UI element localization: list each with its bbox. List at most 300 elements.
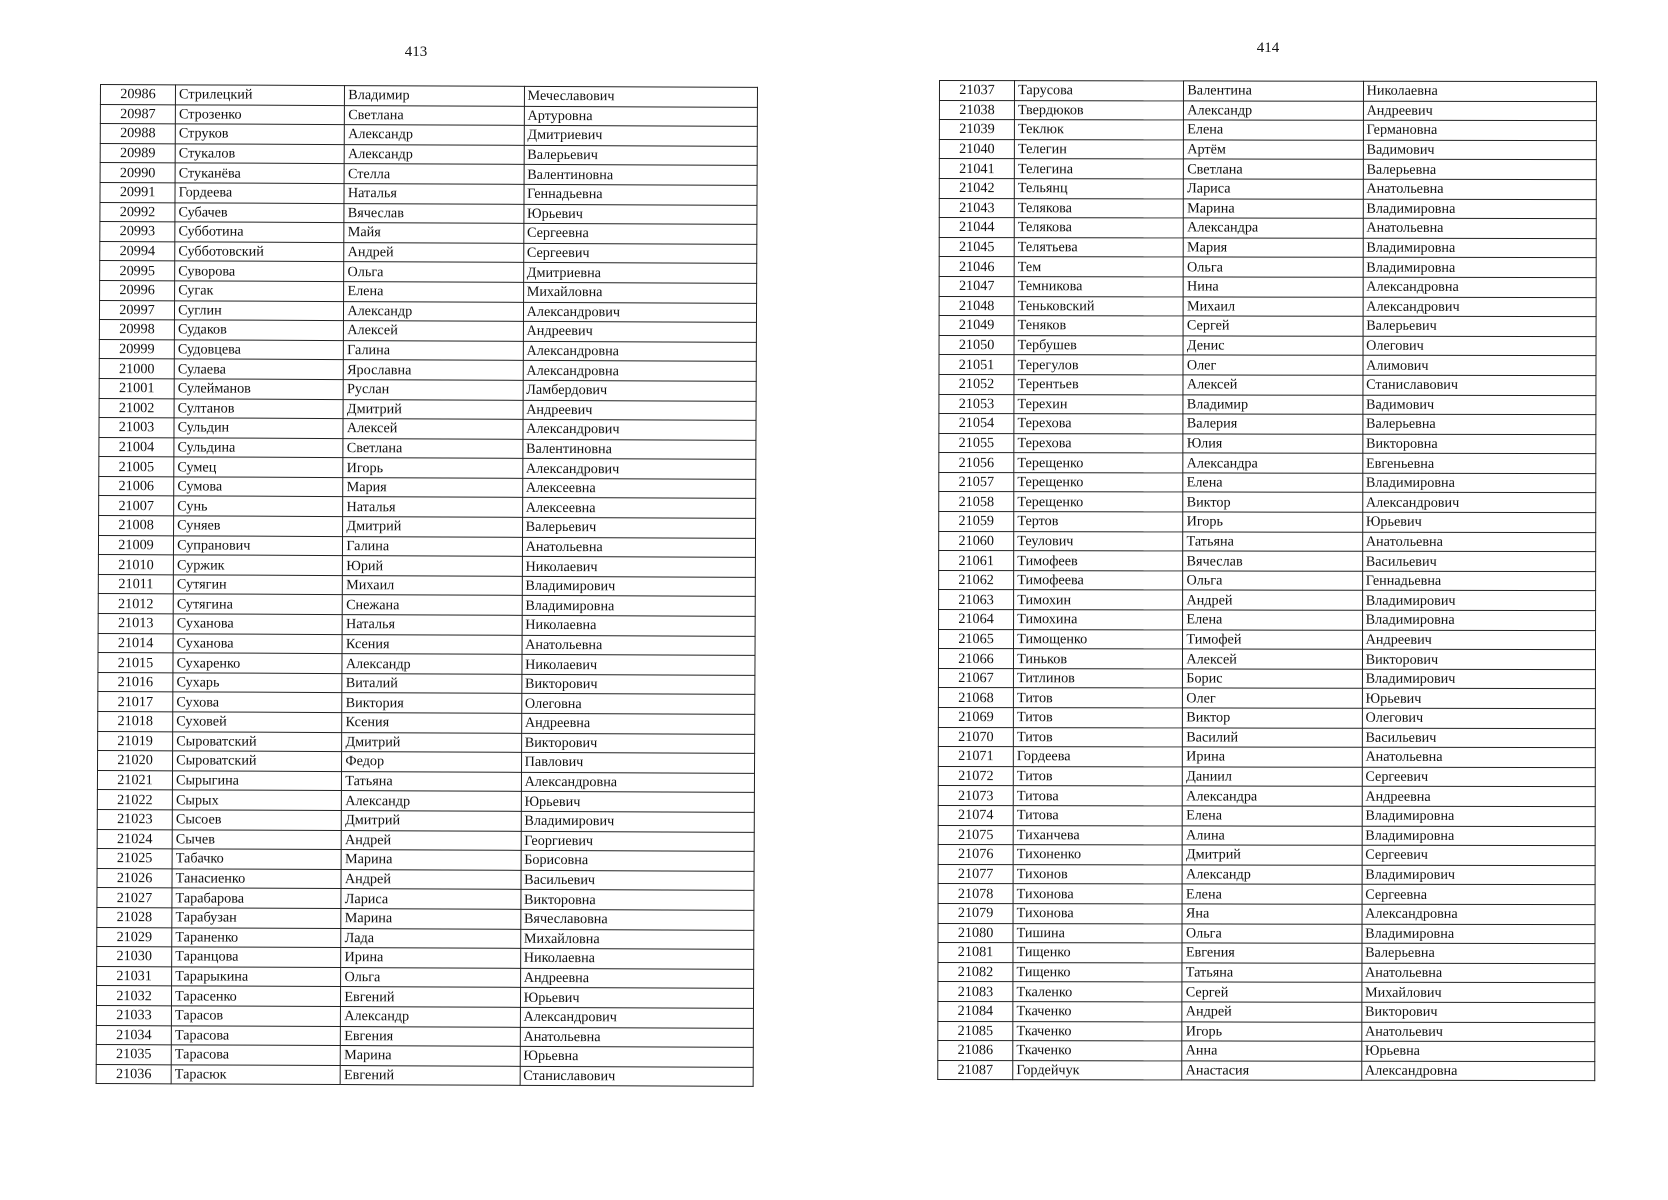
first-name-cell: Тимофей: [1183, 630, 1362, 650]
patronymic-cell: Борисовна: [521, 850, 754, 871]
surname-cell: Тарабарова: [172, 888, 341, 908]
patronymic-cell: Михайлович: [1362, 983, 1595, 1003]
patronymic-cell: Викторович: [521, 674, 754, 695]
record-number: 21021: [97, 770, 172, 790]
surname-cell: Суняев: [174, 516, 343, 536]
surname-cell: Сулейманов: [174, 379, 343, 399]
patronymic-cell: Юрьевич: [1362, 512, 1595, 532]
record-number: 20988: [100, 124, 175, 144]
table-row: [938, 1041, 1595, 1062]
surname-cell: Тарасюк: [171, 1065, 340, 1085]
table-row: [98, 751, 755, 773]
first-name-cell: Андрей: [341, 869, 520, 889]
surname-cell: Тихонов: [1013, 864, 1182, 884]
first-name-cell: Денис: [1183, 336, 1362, 356]
surname-cell: Тербушев: [1014, 335, 1183, 355]
surname-cell: Тельянц: [1014, 179, 1183, 199]
first-name-cell: Руслан: [343, 379, 522, 399]
table-row: [96, 1025, 753, 1047]
table-row: [96, 1064, 753, 1086]
surname-cell: Тарусова: [1015, 81, 1184, 101]
record-number: 20989: [100, 143, 175, 163]
roster-table: [96, 84, 758, 1087]
first-name-cell: Александр: [344, 301, 523, 321]
first-name-cell: Федор: [342, 752, 521, 772]
surname-cell: Стрилецкий: [176, 85, 345, 105]
record-number: 21009: [98, 535, 173, 555]
patronymic-cell: Ламбердович: [523, 380, 756, 401]
table-row: [939, 139, 1596, 160]
table-row: [98, 672, 755, 694]
patronymic-cell: Сергеевна: [523, 224, 756, 245]
table-row: [939, 590, 1596, 611]
record-number: 21017: [98, 692, 173, 712]
surname-cell: Стуканёва: [175, 163, 344, 183]
first-name-cell: Александр: [342, 654, 521, 674]
first-name-cell: Евгения: [341, 1026, 520, 1046]
record-number: 21031: [97, 966, 172, 986]
surname-cell: Терегулов: [1014, 355, 1183, 375]
patronymic-cell: Викторовна: [1362, 434, 1595, 454]
table-row: [939, 296, 1596, 317]
table-row: [939, 492, 1596, 513]
patronymic-cell: Владимирович: [1362, 865, 1595, 885]
surname-cell: Субботовский: [175, 242, 344, 262]
record-number: 21007: [99, 496, 174, 516]
patronymic-cell: Вадимович: [1363, 395, 1596, 415]
first-name-cell: Александр: [342, 791, 521, 811]
first-name-cell: Евгения: [1182, 943, 1361, 963]
record-number: 21048: [939, 296, 1014, 316]
table-row: [939, 355, 1596, 376]
surname-cell: Теулович: [1014, 531, 1183, 551]
surname-cell: Твердюков: [1015, 100, 1184, 120]
surname-cell: Ткаченко: [1013, 1021, 1182, 1041]
patronymic-cell: Анатольевна: [1362, 963, 1595, 983]
patronymic-cell: Викторович: [1361, 1002, 1594, 1022]
page-number: 414: [1256, 40, 1280, 56]
record-number: 21042: [939, 178, 1014, 198]
first-name-cell: Виктория: [342, 693, 521, 713]
surname-cell: Судаков: [174, 320, 343, 340]
record-number: 21004: [99, 437, 174, 457]
patronymic-cell: Олеговна: [521, 694, 754, 715]
surname-cell: Гордейчук: [1013, 1060, 1182, 1080]
surname-cell: Сыроватский: [173, 731, 342, 751]
patronymic-cell: Александровна: [1361, 1061, 1594, 1081]
surname-cell: Суворова: [175, 261, 344, 281]
record-number: 21073: [938, 786, 1013, 806]
patronymic-cell: Владимировна: [1363, 238, 1596, 258]
patronymic-cell: Александровна: [1362, 904, 1595, 924]
surname-cell: Сутягин: [173, 575, 342, 595]
patronymic-cell: Алексеевна: [522, 498, 755, 519]
record-number: 21020: [98, 751, 173, 771]
surname-cell: Сухаренко: [173, 653, 342, 673]
record-number: 21066: [938, 649, 1013, 669]
surname-cell: Сыроватский: [173, 751, 342, 771]
record-number: 21062: [939, 570, 1014, 590]
first-name-cell: Марина: [341, 1046, 520, 1066]
patronymic-cell: Николаевич: [522, 655, 755, 676]
surname-cell: Гордеева: [175, 183, 344, 203]
first-name-cell: Дмитрий: [343, 399, 522, 419]
record-number: 21032: [96, 986, 171, 1006]
patronymic-cell: Вячеславовна: [520, 909, 753, 930]
table-row: [939, 610, 1596, 631]
patronymic-cell: Андреевич: [1362, 630, 1595, 650]
record-number: 21044: [939, 218, 1014, 238]
first-name-cell: Юлия: [1183, 434, 1362, 454]
first-name-cell: Марина: [341, 850, 520, 870]
first-name-cell: Анна: [1182, 1041, 1361, 1061]
surname-cell: Титов: [1013, 766, 1182, 786]
surname-cell: Суханова: [173, 633, 342, 653]
table-row: [98, 633, 755, 655]
patronymic-cell: Павлович: [521, 753, 754, 774]
first-name-cell: Сергей: [1183, 316, 1362, 336]
patronymic-cell: Станиславович: [520, 1066, 753, 1087]
table-row: [98, 614, 755, 636]
table-row: [939, 316, 1596, 337]
table-row: [938, 1021, 1595, 1042]
surname-cell: Сумова: [174, 477, 343, 497]
table-row: [97, 849, 754, 871]
record-number: 21077: [938, 864, 1013, 884]
surname-cell: Тараненко: [172, 927, 341, 947]
record-number: 21083: [938, 982, 1013, 1002]
surname-cell: Суржик: [173, 555, 342, 575]
first-name-cell: Ксения: [342, 713, 521, 733]
first-name-cell: Евгений: [340, 1065, 519, 1085]
surname-cell: Тихоненко: [1013, 845, 1182, 865]
first-name-cell: Юрий: [343, 556, 522, 576]
surname-cell: Сысоев: [172, 810, 341, 830]
record-number: 21013: [98, 614, 173, 634]
patronymic-cell: Андреевич: [523, 321, 756, 342]
record-number: 21030: [97, 947, 172, 967]
record-number: 21086: [938, 1041, 1013, 1061]
first-name-cell: Андрей: [344, 242, 523, 262]
first-name-cell: Дмитрий: [342, 732, 521, 752]
first-name-cell: Артём: [1184, 140, 1363, 160]
record-number: 21006: [99, 476, 174, 496]
patronymic-cell: Валерьевна: [1363, 160, 1596, 180]
patronymic-cell: Викторович: [521, 733, 754, 754]
record-number: 21063: [939, 590, 1014, 610]
first-name-cell: Александра: [1183, 786, 1362, 806]
record-number: 21072: [938, 766, 1013, 786]
patronymic-cell: Александрович: [523, 419, 756, 440]
table-row: [99, 496, 756, 518]
table-row: [100, 124, 757, 146]
record-number: 21015: [98, 653, 173, 673]
surname-cell: Тарасова: [171, 1025, 340, 1045]
patronymic-cell: Евгеньевна: [1362, 454, 1595, 474]
surname-cell: Танасиенко: [172, 869, 341, 889]
patronymic-cell: Александровна: [1363, 277, 1596, 297]
first-name-cell: Татьяна: [342, 771, 521, 791]
first-name-cell: Александр: [345, 125, 524, 145]
first-name-cell: Александр: [1184, 101, 1363, 121]
patronymic-cell: Вадимович: [1363, 140, 1596, 160]
surname-cell: Сулаева: [174, 359, 343, 379]
table-row: [938, 845, 1595, 866]
first-name-cell: Ярославна: [344, 360, 523, 380]
record-number: 21016: [98, 672, 173, 692]
record-number: 21029: [97, 927, 172, 947]
record-number: 21003: [99, 418, 174, 438]
surname-cell: Теняков: [1014, 316, 1183, 336]
first-name-cell: Елена: [1183, 806, 1362, 826]
first-name-cell: Евгений: [341, 987, 520, 1007]
table-row: [97, 809, 754, 831]
first-name-cell: Александра: [1184, 218, 1363, 238]
surname-cell: Тарасенко: [172, 986, 341, 1006]
first-name-cell: Галина: [344, 340, 523, 360]
surname-cell: Тищенко: [1013, 943, 1182, 963]
surname-cell: Сухарь: [173, 673, 342, 693]
patronymic-cell: Валерьевич: [524, 145, 757, 166]
first-name-cell: Владимир: [1183, 394, 1362, 414]
record-number: 21059: [939, 512, 1014, 532]
patronymic-cell: Владимирович: [1362, 591, 1595, 611]
surname-cell: Сунь: [174, 496, 343, 516]
surname-cell: Сутягина: [173, 594, 342, 614]
record-number: 21043: [939, 198, 1014, 218]
surname-cell: Тиханчева: [1013, 825, 1182, 845]
patronymic-cell: Васильевич: [521, 870, 754, 891]
first-name-cell: Лада: [341, 928, 520, 948]
patronymic-cell: Владимировна: [522, 596, 755, 617]
patronymic-cell: Андреевна: [520, 968, 753, 989]
record-number: 21061: [939, 551, 1014, 571]
first-name-cell: Елена: [1183, 610, 1362, 630]
record-number: 21022: [97, 790, 172, 810]
patronymic-cell: Анатольевна: [1363, 179, 1596, 199]
table-row: [939, 100, 1596, 121]
table-row: [938, 727, 1595, 748]
patronymic-cell: Дмитриевич: [524, 126, 757, 147]
patronymic-cell: Сергеевич: [1362, 767, 1595, 787]
first-name-cell: Александр: [1182, 865, 1361, 885]
record-number: 20996: [100, 280, 175, 300]
surname-cell: Сульдин: [174, 418, 343, 438]
table-row: [939, 159, 1596, 180]
first-name-cell: Мария: [343, 477, 522, 497]
first-name-cell: Наталья: [344, 184, 523, 204]
record-number: 21075: [938, 825, 1013, 845]
record-number: 21014: [98, 633, 173, 653]
surname-cell: Терещенко: [1014, 473, 1183, 493]
patronymic-cell: Валентиновна: [524, 165, 757, 186]
table-row: [939, 218, 1596, 239]
first-name-cell: Андрей: [1182, 1002, 1361, 1022]
table-row: [98, 574, 755, 596]
patronymic-cell: Сергеевна: [1362, 885, 1595, 905]
record-number: 21012: [98, 594, 173, 614]
patronymic-cell: Дмитриевна: [523, 263, 756, 284]
patronymic-cell: Сергеевич: [1362, 845, 1595, 865]
first-name-cell: Ирина: [1183, 747, 1362, 767]
record-number: 21052: [939, 374, 1014, 394]
table-row: [99, 398, 756, 420]
table-row: [100, 202, 757, 224]
patronymic-cell: Владимировна: [1363, 258, 1596, 278]
table-row: [98, 653, 755, 675]
record-number: 21046: [939, 257, 1014, 277]
record-number: 21065: [939, 629, 1014, 649]
table-row: [97, 947, 754, 969]
record-number: 20994: [100, 241, 175, 261]
record-number: 21047: [939, 276, 1014, 296]
patronymic-cell: Геннадьевна: [1362, 571, 1595, 591]
first-name-cell: Валентина: [1184, 81, 1363, 101]
record-number: 21036: [96, 1064, 171, 1084]
page-number: 413: [404, 44, 428, 60]
first-name-cell: Игорь: [343, 458, 522, 478]
table-row: [100, 261, 757, 283]
first-name-cell: Елена: [1184, 120, 1363, 140]
record-number: 21068: [938, 688, 1013, 708]
table-row: [938, 1060, 1595, 1081]
surname-cell: Сычев: [172, 829, 341, 849]
patronymic-cell: Валерьевна: [1363, 414, 1596, 434]
record-number: 21037: [939, 81, 1014, 101]
table-row: [939, 414, 1596, 435]
patronymic-cell: Викторовна: [521, 890, 754, 911]
patronymic-cell: Валерьевич: [522, 517, 755, 538]
patronymic-cell: Юрьевич: [520, 988, 753, 1009]
record-number: 21018: [98, 711, 173, 731]
record-number: 21001: [99, 378, 174, 398]
record-number: 21079: [938, 903, 1013, 923]
first-name-cell: Александра: [1183, 453, 1362, 473]
surname-cell: Судовцева: [174, 340, 343, 360]
surname-cell: Гордеева: [1013, 747, 1182, 767]
record-number: 20990: [100, 163, 175, 183]
record-number: 21074: [938, 805, 1013, 825]
surname-cell: Тимохина: [1014, 610, 1183, 630]
table-row: [97, 888, 754, 910]
surname-cell: Тимофеев: [1014, 551, 1183, 571]
patronymic-cell: Александровна: [523, 361, 756, 382]
first-name-cell: Нина: [1183, 277, 1362, 297]
patronymic-cell: Андреевна: [521, 713, 754, 734]
record-number: 21060: [939, 531, 1014, 551]
record-number: 21080: [938, 923, 1013, 943]
table-row: [100, 163, 757, 185]
table-row: [97, 770, 754, 792]
record-number: 21033: [96, 1005, 171, 1025]
first-name-cell: Ольга: [1182, 923, 1361, 943]
table-row: [97, 829, 754, 851]
first-name-cell: Алексей: [344, 321, 523, 341]
table-row: [938, 923, 1595, 944]
table-row: [938, 766, 1595, 787]
patronymic-cell: Валентиновна: [522, 439, 755, 460]
patronymic-cell: Александрович: [520, 1007, 753, 1028]
first-name-cell: Ольга: [341, 967, 520, 987]
table-row: [939, 453, 1596, 474]
first-name-cell: Наталья: [343, 497, 522, 517]
table-row: [939, 551, 1596, 572]
patronymic-cell: Александрович: [1363, 297, 1596, 317]
surname-cell: Тарарыкина: [172, 967, 341, 987]
patronymic-cell: Николаевна: [520, 948, 753, 969]
first-name-cell: Татьяна: [1183, 532, 1362, 552]
first-name-cell: Валерия: [1183, 414, 1362, 434]
record-number: 21078: [938, 884, 1013, 904]
surname-cell: Табачко: [172, 849, 341, 869]
table-row: [938, 1001, 1595, 1022]
first-name-cell: Ирина: [341, 948, 520, 968]
surname-cell: Терехова: [1014, 433, 1183, 453]
patronymic-cell: Владимирович: [1362, 669, 1595, 689]
patronymic-cell: Алексеевна: [522, 478, 755, 499]
surname-cell: Титов: [1013, 708, 1182, 728]
surname-cell: Султанов: [174, 398, 343, 418]
table-row: [99, 320, 756, 342]
surname-cell: Телякова: [1014, 218, 1183, 238]
record-number: 21045: [939, 237, 1014, 257]
record-number: 21076: [938, 845, 1013, 865]
first-name-cell: Мария: [1184, 238, 1363, 258]
table-row: [100, 280, 757, 302]
patronymic-cell: Анатольевна: [522, 635, 755, 656]
surname-cell: Тарасова: [171, 1045, 340, 1065]
table-row: [97, 966, 754, 988]
table-row: [99, 418, 756, 440]
table-row: [938, 805, 1595, 826]
patronymic-cell: Алимович: [1363, 356, 1596, 376]
first-name-cell: Александр: [345, 144, 524, 164]
patronymic-cell: Николаевна: [522, 615, 755, 636]
record-number: 21070: [938, 727, 1013, 747]
first-name-cell: Дмитрий: [1182, 845, 1361, 865]
record-number: 21069: [938, 707, 1013, 727]
patronymic-cell: Михайловна: [520, 929, 753, 950]
table-row: [939, 433, 1596, 454]
surname-cell: Тимохин: [1014, 590, 1183, 610]
surname-cell: Телегин: [1014, 139, 1183, 159]
surname-cell: Терещенко: [1014, 492, 1183, 512]
patronymic-cell: Анатольевна: [1362, 747, 1595, 767]
record-number: 21067: [938, 668, 1013, 688]
table-row: [939, 198, 1596, 219]
record-number: 20991: [100, 182, 175, 202]
patronymic-cell: Андреевич: [1363, 101, 1596, 121]
first-name-cell: Борис: [1183, 669, 1362, 689]
patronymic-cell: Олегович: [1363, 336, 1596, 356]
surname-cell: Тимощенко: [1014, 629, 1183, 649]
surname-cell: Тишина: [1013, 923, 1182, 943]
surname-cell: Теньковский: [1014, 296, 1183, 316]
surname-cell: Тарабузан: [172, 908, 341, 928]
table-row: [97, 790, 754, 812]
table-row: [98, 594, 755, 616]
surname-cell: Тихонова: [1013, 884, 1182, 904]
table-row: [99, 300, 756, 322]
table-row: [939, 276, 1596, 297]
surname-cell: Титлинов: [1014, 668, 1183, 688]
patronymic-cell: Николаевна: [1363, 81, 1596, 101]
table-row: [99, 437, 756, 459]
surname-cell: Тиньков: [1014, 649, 1183, 669]
surname-cell: Суглин: [175, 300, 344, 320]
first-name-cell: Галина: [343, 536, 522, 556]
first-name-cell: Игорь: [1182, 1021, 1361, 1041]
